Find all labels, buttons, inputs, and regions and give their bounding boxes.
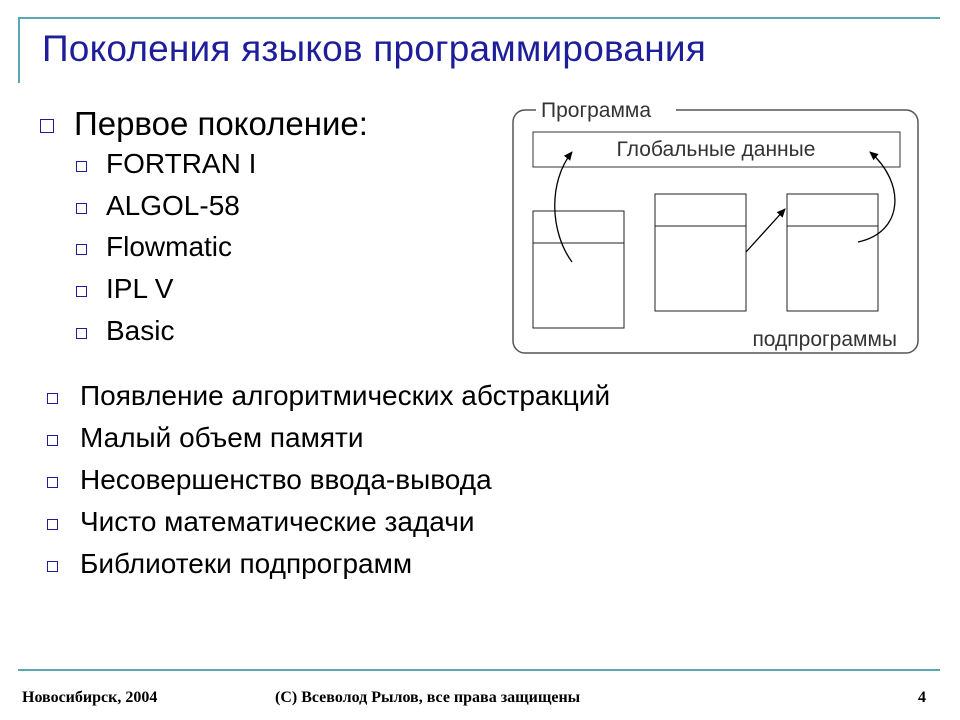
language-item [76,273,173,305]
language-item [76,231,232,263]
title-rule-horizontal [18,17,940,19]
feature-item [47,506,474,538]
program-label: Программа [541,99,652,122]
language-label: FORTRAN I [106,148,257,179]
title-rule-vertical [18,17,20,83]
program-structure-diagram [500,92,930,360]
feature-label: Появление алгоритмических абстракций [80,380,611,411]
page-number: 4 [918,689,926,706]
language-label: Basic [106,315,175,346]
language-item [76,315,174,347]
square-bullet-icon [47,393,58,404]
subprograms-label: подпрограммы [752,328,897,351]
slide-title: Поколения языков программирования [42,28,706,69]
feature-item [47,380,610,412]
global-data-label: Глобальные данные [616,138,816,161]
language-label: ALGOL-58 [106,190,240,221]
bullet-first-generation [40,105,368,143]
feature-item [47,422,364,454]
subprogram-box-2 [655,194,746,311]
square-bullet-icon [76,286,87,297]
square-bullet-icon [47,561,58,572]
language-item [76,190,240,222]
feature-label: Несовершенство ввода-вывода [80,464,492,495]
footer-rule [18,669,940,671]
feature-label: Малый объем памяти [80,422,364,453]
square-bullet-icon [40,119,54,133]
language-label: Flowmatic [106,231,233,262]
subprogram-box-3 [787,194,878,311]
language-item [76,148,256,180]
feature-item [47,464,492,496]
square-bullet-icon [47,435,58,446]
first-generation-heading: Первое поколение: [74,105,368,142]
footer-copyright: (C) Всеволод Рылов, все права защищены [275,689,581,706]
feature-label: Чисто математические задачи [80,506,475,537]
footer-location-year: Новосибирск, 2004 [22,689,158,706]
language-label: IPL V [106,273,174,304]
square-bullet-icon [76,203,87,214]
square-bullet-icon [76,161,87,172]
feature-item [47,548,412,580]
subprogram-box-1 [533,211,624,328]
square-bullet-icon [47,519,58,530]
square-bullet-icon [76,328,87,339]
square-bullet-icon [47,477,58,488]
square-bullet-icon [76,244,87,255]
feature-label: Библиотеки подпрограмм [80,548,413,579]
